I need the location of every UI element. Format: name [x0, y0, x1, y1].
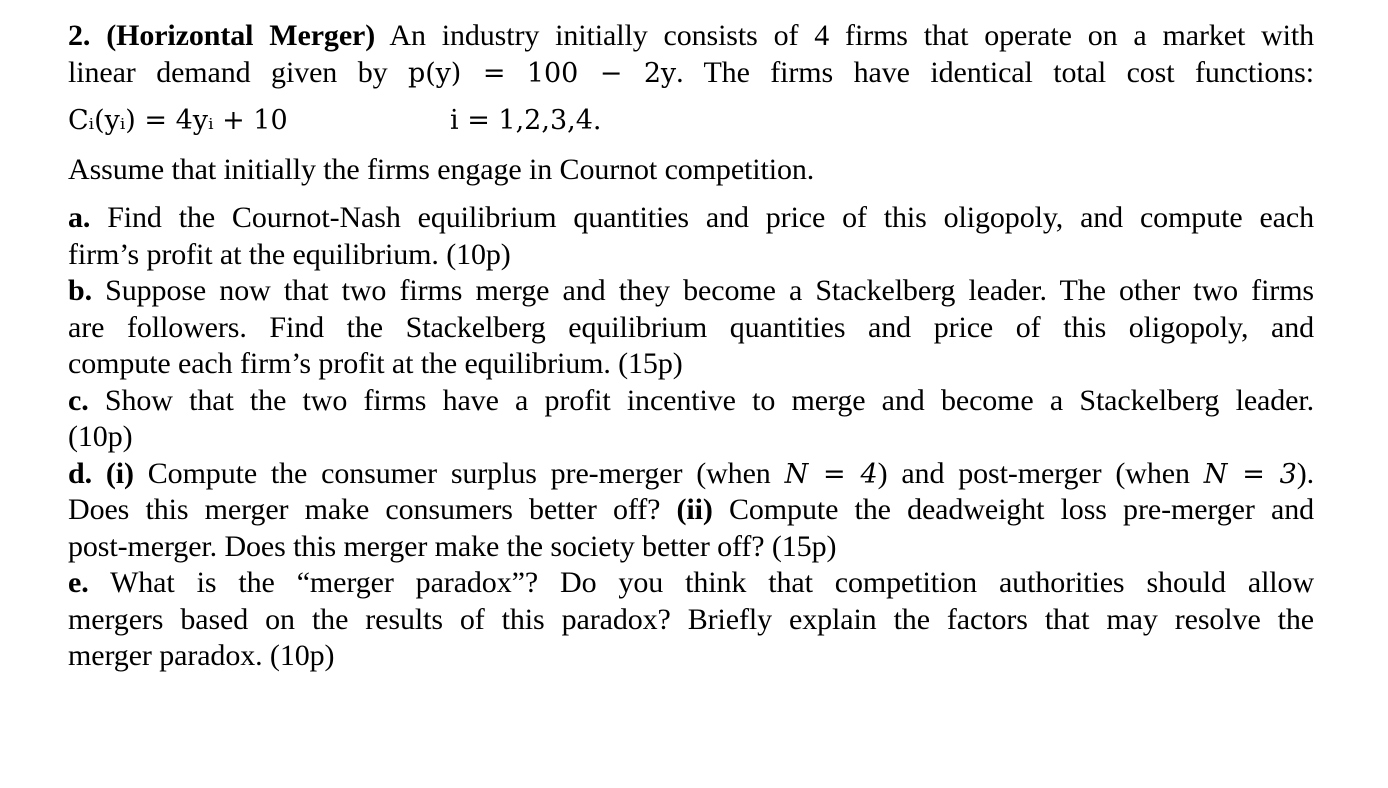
- cost-equation: [68, 103, 1314, 140]
- heading-text-1: An industry initially consists of 4 firms that operate on a market with: [389, 19, 1315, 52]
- n-equals-3: N = 3: [1203, 458, 1297, 490]
- part-e-line-2: mergers based on the results of this paradox? Briefly explain the factors that may resolve the: [68, 602, 1314, 636]
- part-d-sub-i-label: (i): [105, 456, 134, 490]
- part-b-line-3: compute each firm’s profit at the equilibrium. (15p): [68, 347, 683, 380]
- part-e-line-1: [68, 565, 1314, 602]
- heading-text-2-post: . The firms have identical total cost functions:: [676, 55, 1314, 89]
- part-c-text-1: Show that the two firms have a profit incentive to merge and become a Stackelberg leader.: [104, 383, 1314, 417]
- heading-line-2: [68, 55, 1314, 92]
- part-b-line-1: [68, 273, 1314, 310]
- n-equals-4: N = 4: [784, 458, 878, 490]
- part-a-line-1: [68, 200, 1314, 237]
- part-a-line-2: firm’s profit at the equilibrium. (10p): [68, 237, 511, 271]
- part-c-label: c.: [68, 383, 89, 417]
- part-d-text-2b: Compute the deadweight loss pre-merger and: [729, 493, 1314, 526]
- part-d-label: d.: [68, 456, 92, 490]
- part-c-line-1: [68, 383, 1314, 420]
- part-a-text-1: Find the Cournot-Nash equilibrium quantities and price of this oligopoly, and compute each: [107, 201, 1314, 234]
- part-b-line-2: are followers. Find the Stackelberg equilibrium quantities and price of this oligopoly, and: [68, 310, 1314, 344]
- part-e-label: e.: [68, 566, 89, 599]
- question-label: 2. (Horizontal Merger): [68, 19, 376, 52]
- heading-line-1: [68, 18, 1314, 55]
- part-c-line-2: (10p): [68, 420, 133, 453]
- part-d-line-2: [68, 492, 1314, 529]
- assumption-text: Assume that initially the firms engage in Cournot competition.: [68, 152, 815, 186]
- part-d-text-1c: ).: [1296, 456, 1315, 490]
- cost-function: Cᵢ(yᵢ) = 4yᵢ + 10: [68, 105, 288, 136]
- part-d-line-1: [68, 456, 1314, 493]
- part-d-line-3: post-merger. Does this merger make the society better off? (15p): [68, 529, 837, 563]
- question-2-text: [68, 18, 1314, 675]
- firm-index-range: i = 1,2,3,4.: [450, 105, 602, 136]
- part-b-label: b.: [68, 274, 92, 307]
- part-d-text-1b: ) and post-merger (when: [877, 456, 1190, 490]
- part-d-sub-ii-label: (ii): [676, 493, 713, 526]
- demand-function: p(y) = 100 − 2y: [408, 57, 677, 89]
- part-d-text-2a: Does this merger make consumers better off?: [68, 493, 661, 526]
- part-b-text-1: Suppose now that two firms merge and they become a Stackelberg leader. The other two firms: [105, 274, 1314, 307]
- part-e-line-3: merger paradox. (10p): [68, 639, 335, 672]
- heading-text-2: linear demand given by: [68, 55, 388, 89]
- part-d-text-1a: Compute the consumer surplus pre-merger (when: [147, 456, 771, 490]
- part-e-text-1: What is the “merger paradox”? Do you think that competition authorities should allow: [110, 566, 1315, 599]
- part-a-label: a.: [68, 201, 91, 234]
